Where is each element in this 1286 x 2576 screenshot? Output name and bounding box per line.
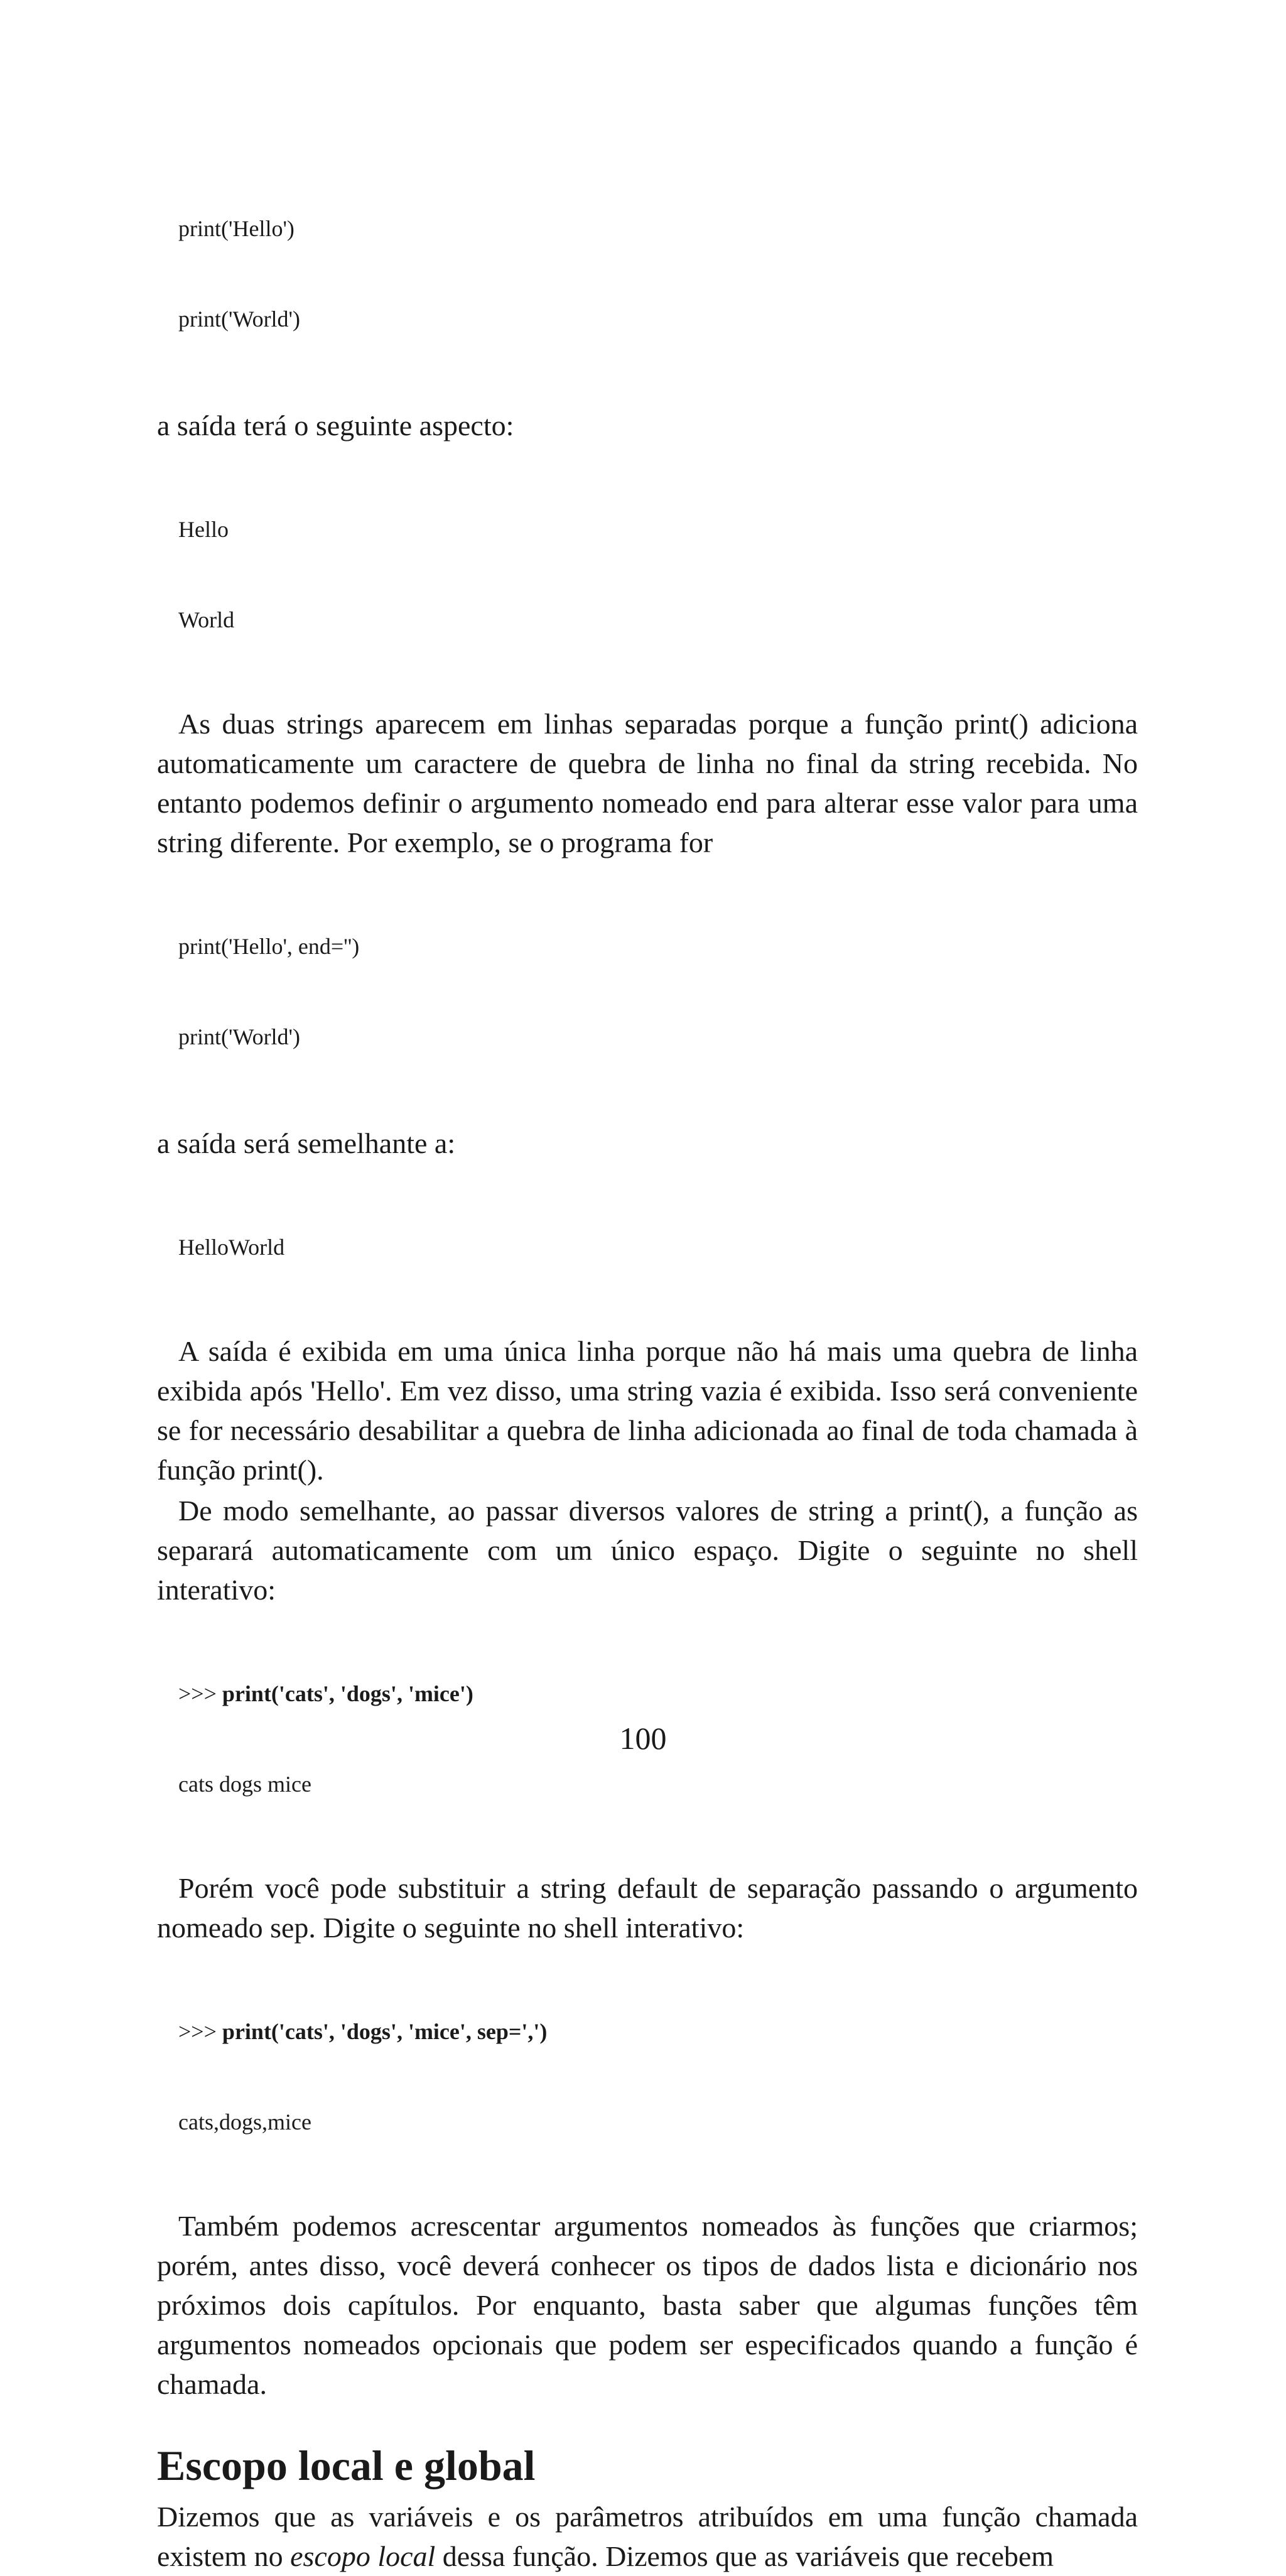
code-line: print('World') <box>178 1024 301 1049</box>
section-heading: Escopo local e global <box>157 2442 536 2489</box>
shell-input-line <box>178 2016 1138 2047</box>
output-block-hello-world <box>157 454 1138 695</box>
text-run: Dizemos que as variáveis e os parâmetros atribuídos em uma função chamada existem no <box>157 2501 1138 2572</box>
output-line: World <box>178 607 235 632</box>
shell-command: print('cats', 'dogs', 'mice', sep=',') <box>222 2019 548 2044</box>
page-number: 100 <box>619 1721 667 1756</box>
code-block-hello-world <box>157 153 1138 394</box>
paragraph-saida-aspecto: a saída terá o seguinte aspecto: <box>157 409 514 441</box>
shell-prompt: >>> <box>178 2019 222 2044</box>
paragraph-porem-sep: Porém você pode substituir a string default de separação passando o argumento nomeado sep. Digite o seguinte no shell interativo: <box>157 1872 1138 1944</box>
shell-input-line <box>178 1679 1138 1709</box>
code-line: print('World') <box>178 306 301 332</box>
paragraph-duas-strings: As duas strings aparecem em linhas separadas porque a função print() adiciona automaticamente um caractere de quebra de linha no final da string recebida. No entanto podemos definir o argumento nomeado end para alterar esse valor para uma string diferente. Por exemplo, se o programa for <box>157 708 1138 858</box>
paragraph-tambem-podemos: Também podemos acrescentar argumentos nomeados às funções que criarmos; porém, antes disso, você deverá conhecer os tipos de dados lista e dicionário nos próximos dois capítulos. Por enquanto, basta saber que algumas funções têm argumentos nomeados opcionais que podem ser especificados quando a função é chamada. <box>157 2210 1138 2400</box>
text-run: dessa função. Dizemos que as variáveis que recebem <box>435 2540 1054 2572</box>
paragraph-modo-semelhante: De modo semelhante, ao passar diversos valores de string a print(), a função as separará automaticamente com um único espaço. Digite o seguinte no shell interativo: <box>157 1495 1138 1606</box>
output-line: Hello <box>178 517 229 542</box>
shell-command: print('cats', 'dogs', 'mice') <box>222 1681 473 1706</box>
shell-block-print-cats-sep <box>157 1956 1138 2197</box>
paragraph-saida-semelhante: a saída será semelhante a: <box>157 1127 456 1159</box>
code-line: print('Hello', end='') <box>178 934 360 959</box>
page-content <box>157 0 1138 2572</box>
code-block-end-arg <box>157 871 1138 1112</box>
code-line: print('Hello') <box>178 216 294 241</box>
output-line: HelloWorld <box>178 1235 285 1260</box>
shell-prompt: >>> <box>178 1681 222 1706</box>
shell-output-line: cats dogs mice <box>178 1772 311 1797</box>
output-block-helloworld <box>157 1172 1138 1323</box>
emphasis-escopo-local: escopo local <box>290 2540 436 2572</box>
paragraph-dizemos-escopo <box>157 2497 1138 2576</box>
paragraph-linha-unica: A saída é exibida em uma única linha porque não há mais uma quebra de linha exibida após 'Hello'. Em vez disso, uma string vazia é exibida. Isso será conveniente se for necessário desabilitar a quebra de linha adicionada ao final de toda chamada à função print(). <box>157 1335 1138 1486</box>
shell-output-line: cats,dogs,mice <box>178 2109 311 2135</box>
